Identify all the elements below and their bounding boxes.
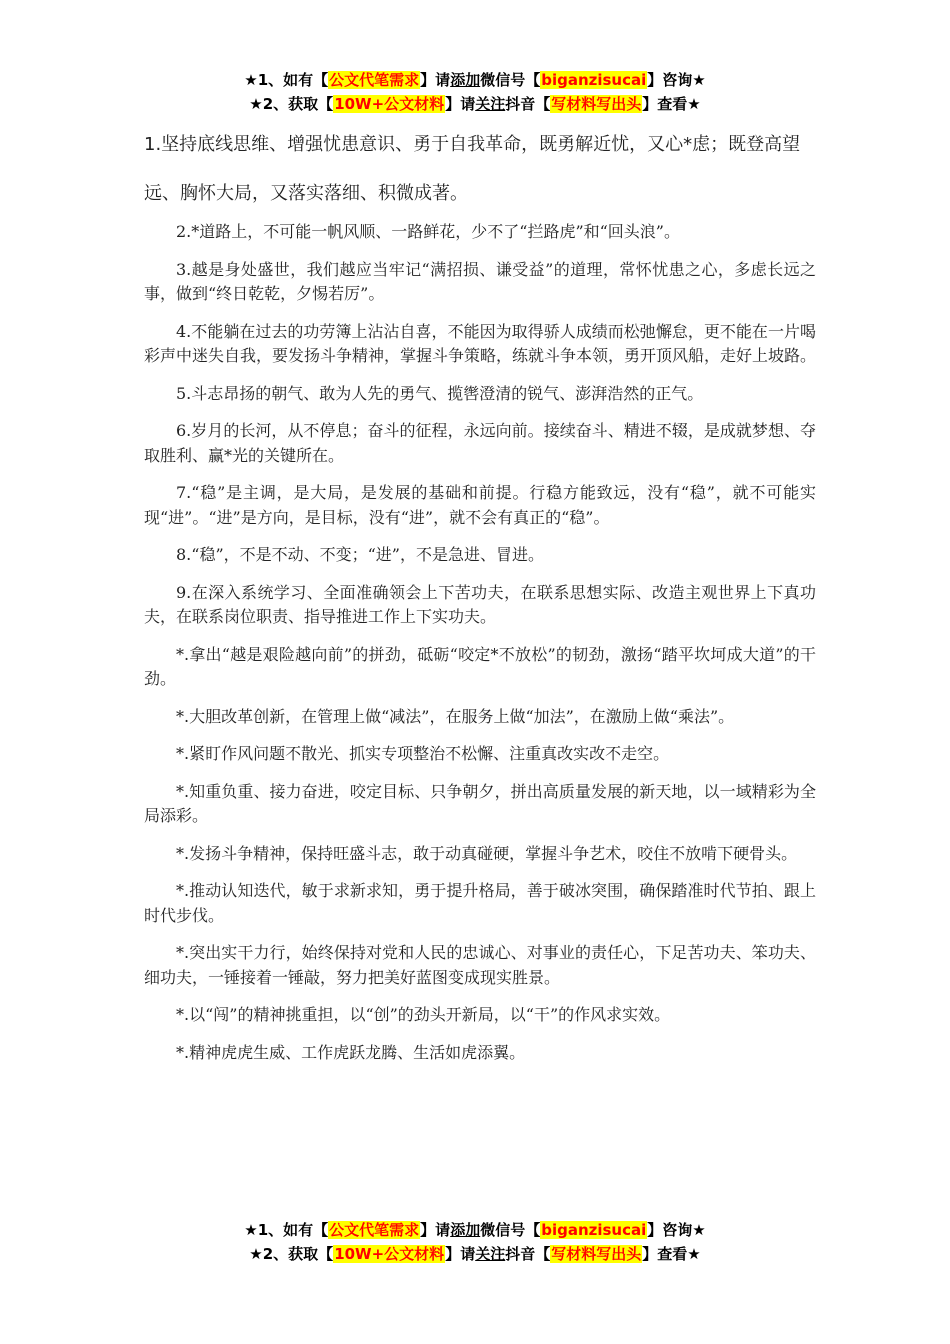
banner-text: 】咨询★: [647, 1221, 706, 1239]
paragraph: *.拿出“越是艰险越向前”的拼劲，砥砺“咬定*不放松”的韧劲，激扬“踏平坎坷成大道”的干劲。: [144, 644, 816, 688]
banner-text: 】咨询★: [647, 71, 706, 89]
banner-bottom: [0, 1218, 950, 1266]
banner-text: ★2、获取【: [249, 95, 334, 113]
paragraph: 3.越是身处盛世，我们越应当牢记“满招损、谦受益”的道理，常怀忧患之心，多虑长远之事，做到“终日乾乾，夕惕若厉”。: [144, 259, 816, 303]
banner-text: 】请: [445, 1245, 476, 1263]
banner-highlight: 公文代笔需求: [329, 1221, 420, 1239]
paragraph: *.精神虎虎生威、工作虎跃龙腾、生活如虎添翼。: [176, 1042, 526, 1062]
banner-text: ★2、获取【: [249, 1245, 334, 1263]
paragraph: 8.“稳”，不是不动、不变；“进”，不是急进、冒进。: [176, 545, 544, 564]
banner-line-2: [0, 92, 950, 116]
banner-line-2: [0, 1242, 950, 1266]
body-text: [144, 220, 816, 1078]
banner-highlight-douyin: 写材料写出头: [551, 95, 642, 113]
banner-text: ★1、如有【: [244, 1221, 329, 1239]
banner-highlight: 10W+公文材料: [334, 95, 445, 113]
paragraph: 2.*道路上，不可能一帆风顺、一路鲜花，少不了“拦路虎”和“回头浪”。: [176, 222, 680, 241]
paragraph: *.推动认知迭代，敏于求新求知，勇于提升格局，善于破冰突围，确保踏准时代节拍、跟上时代步伐。: [144, 881, 816, 925]
paragraph: 9.在深入系统学习、全面准确领会上下苦功夫，在联系思想实际、改造主观世界上下真功夫，在联系岗位职责、指导推进工作上下实功夫。: [144, 582, 816, 626]
banner-top: [0, 68, 950, 116]
banner-highlight-douyin: 写材料写出头: [551, 1245, 642, 1263]
banner-underline: 关注: [475, 95, 506, 113]
paragraph: *.以“闯”的精神挑重担，以“创”的劲头开新局，以“干”的作风求实效。: [176, 1005, 671, 1024]
banner-underline: 关注: [475, 1245, 506, 1263]
lead-paragraph: 1.坚持底线思维、增强忧患意识、勇于自我革命，既勇解近忧，又心*虑；既登高望远、胸怀大局，又落实落细、积微成著。: [144, 134, 801, 204]
banner-underline: 添加: [450, 71, 481, 89]
paragraph: *.发扬斗争精神，保持旺盛斗志，敢于动真碰硬，掌握斗争艺术，咬住不放啃下硬骨头。: [176, 843, 798, 863]
banner-text: 】查看★: [642, 1245, 701, 1263]
banner-line-1: [0, 1218, 950, 1242]
banner-highlight: 公文代笔需求: [329, 71, 420, 89]
banner-text: 】请: [420, 1221, 451, 1239]
banner-highlight: 10W+公文材料: [334, 1245, 445, 1263]
paragraph: 4.不能躺在过去的功劳簿上沾沾自喜，不能因为取得骄人成绩而松弛懈怠，更不能在一片喝彩声中迷失自我，要发扬斗争精神，掌握斗争策略，练就斗争本领，勇开顶风船，走好上坡路。: [144, 321, 817, 365]
paragraph: 6.岁月的长河，从不停息；奋斗的征程，永远向前。接续奋斗、精进不辍，是成就梦想、夺取胜利、赢*光的关键所在。: [144, 421, 816, 465]
paragraph: *.紧盯作风问题不散光、抓实专项整治不松懈、注重真改实改不走空。: [176, 744, 670, 763]
paragraph: 5.斗志昂扬的朝气、敢为人先的勇气、揽辔澄清的锐气、澎湃浩然的正气。: [176, 383, 704, 403]
banner-text: 抖音【: [505, 95, 551, 113]
paragraph: *.突出实干力行，始终保持对党和人民的忠诚心、对事业的责任心，下足苦功夫、笨功夫、细功夫，一锤接着一锤敲，努力把美好蓝图变成现实胜景。: [144, 943, 816, 987]
paragraph: 7.“稳”是主调，是大局，是发展的基础和前提。行稳方能致远，没有“稳”，就不可能实现“进”。“进”是方向，是目标，没有“进”，就不会有真正的“稳”。: [144, 483, 816, 527]
banner-text: 抖音【: [505, 1245, 551, 1263]
paragraph: *.大胆改革创新，在管理上做“减法”，在服务上做“加法”，在激励上做“乘法”。: [176, 706, 735, 726]
banner-underline: 添加: [450, 1221, 481, 1239]
banner-highlight-wechat: biganzisucai: [541, 1221, 647, 1239]
banner-line-1: [0, 68, 950, 92]
banner-text: ★1、如有【: [244, 71, 329, 89]
banner-text: 】查看★: [642, 95, 701, 113]
banner-text: 】请: [445, 95, 476, 113]
banner-text: 微信号【: [480, 1221, 541, 1239]
banner-highlight-wechat: biganzisucai: [541, 71, 647, 89]
banner-text: 】请: [420, 71, 451, 89]
paragraph: *.知重负重、接力奋进，咬定目标、只争朝夕，拼出高质量发展的新天地，以一域精彩为全局添彩。: [144, 781, 816, 825]
banner-text: 微信号【: [480, 71, 541, 89]
